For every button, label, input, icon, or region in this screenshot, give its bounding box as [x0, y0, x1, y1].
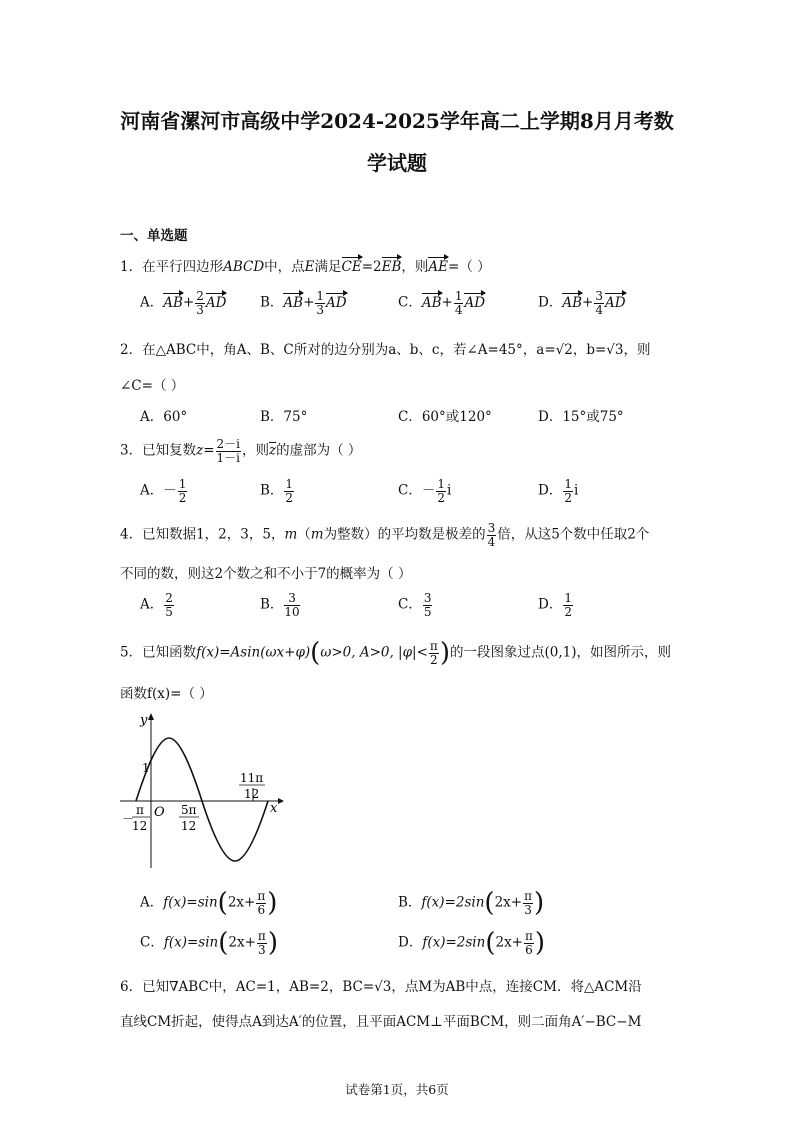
- page-title-line1: 河南省漯河市高级中学2024-2025学年高二上学期8月月考数: [120, 109, 674, 133]
- question-2-stem-line2: ∠C=（ ）: [120, 378, 185, 394]
- tick-11pi-12-den: 12: [244, 787, 260, 801]
- y-intercept-label: 1: [142, 761, 150, 775]
- tick-5pi-12-den: 12: [181, 819, 197, 833]
- q2-option-a[interactable]: A．60°: [140, 409, 188, 425]
- q5-option-a[interactable]: A．f(x)=sin(2x+ $\frac{\pi}{6}$ ): [140, 888, 278, 918]
- tick-neg-pi-12-sign: －: [122, 812, 135, 826]
- q4-option-a[interactable]: A． $\frac{2}{5}$: [140, 591, 173, 619]
- q1-option-d[interactable]: D．AB+ $\frac{3}{4}$ AD: [538, 289, 626, 317]
- tick-5pi-12-num: 5π: [181, 803, 197, 817]
- q4-option-c[interactable]: C． $\frac{3}{5}$: [398, 591, 432, 619]
- section-heading: 一、单选题: [120, 228, 188, 244]
- question-5-stem-line1: 5．已知函数f(x)=Asin(ωx+φ)(ω>0, A>0, |φ|< $\frac{\pi}{2}$ )的一段图象过点(0,1)，如图所示，则: [120, 638, 671, 668]
- q5-option-c[interactable]: C．f(x)=sin(2x+ $\frac{\pi}{3}$ ): [140, 928, 278, 958]
- x-axis-arrow: [278, 798, 284, 804]
- page-footer: 试卷第1页，共6页: [345, 1082, 449, 1097]
- x-axis-label: x: [270, 801, 278, 816]
- q4-option-d[interactable]: D． $\frac{1}{2}$: [538, 591, 572, 619]
- q3-option-b[interactable]: B． $\frac{1}{2}$: [260, 477, 294, 505]
- page-title-line2: 学试题: [367, 151, 427, 175]
- q1-option-b[interactable]: B．AB+ $\frac{1}{3}$ AD: [260, 289, 347, 317]
- q3-option-d[interactable]: D． $\frac{1}{2}$ i: [538, 477, 579, 505]
- q1-option-a[interactable]: A．AB+ $\frac{2}{3}$ AD: [140, 289, 227, 317]
- question-4-stem-line2: 不同的数，则这2个数之和不小于7的概率为（ ）: [120, 566, 412, 582]
- question-6-stem-line2: 直线CM折起，使得点A到达A′的位置，且平面ACM⊥平面BCM，则二面角A′−BC−M: [120, 1014, 642, 1030]
- tick-neg-pi-12-den: 12: [132, 819, 148, 833]
- tick-11pi-12-num: 11π: [240, 771, 264, 785]
- q2-option-d[interactable]: D．15°或75°: [538, 409, 624, 425]
- question-5-stem-line2: 函数f(x)=（ ）: [120, 686, 213, 702]
- q1-option-c[interactable]: C．AB+ $\frac{1}{4}$ AD: [398, 289, 486, 317]
- question-2-stem-line1: 2．在△ABC中，角A、B、C所对的边分别为a、b、c，若∠A=45°，a=√2，b=√3，则: [120, 342, 651, 358]
- q4-option-b[interactable]: B． $\frac{3}{10}$: [260, 591, 300, 619]
- function-graph: [118, 710, 288, 870]
- tick-neg-pi-12-num: π: [136, 803, 144, 817]
- question-1-stem: 1．在平行四边形ABCD中，点E满足CE=2EB，则AE=（ ）: [120, 259, 491, 275]
- y-axis-label: y: [140, 713, 148, 728]
- q2-option-b[interactable]: B．75°: [260, 409, 308, 425]
- q2-option-c[interactable]: C．60°或120°: [398, 409, 492, 425]
- q5-option-d[interactable]: D．f(x)=2sin(2x+ $\frac{\pi}{6}$ ): [398, 928, 546, 958]
- question-4-stem-line1: 4．已知数据1，2，3，5，m（m为整数）的平均数是极差的 $\frac{3}{4}$ 倍，从这5个数中任取2个: [120, 521, 650, 549]
- q3-option-c[interactable]: C．－ $\frac{1}{2}$ i: [398, 477, 452, 505]
- question-3-stem: 3．已知复数z= $\frac{2-i}{1-i}$ ，则$\overline{z}$的虚部为（ ）: [120, 437, 362, 465]
- q3-option-a[interactable]: A．－ $\frac{1}{2}$: [140, 477, 187, 505]
- origin-label: O: [154, 805, 165, 820]
- q5-option-b[interactable]: B．f(x)=2sin(2x+ $\frac{\pi}{3}$ ): [398, 888, 545, 918]
- question-6-stem-line1: 6．已知∇ABC中，AC=1，AB=2，BC=√3，点M为AB中点，连接CM．将△ACM沿: [120, 979, 642, 995]
- y-axis-arrow: [148, 713, 154, 720]
